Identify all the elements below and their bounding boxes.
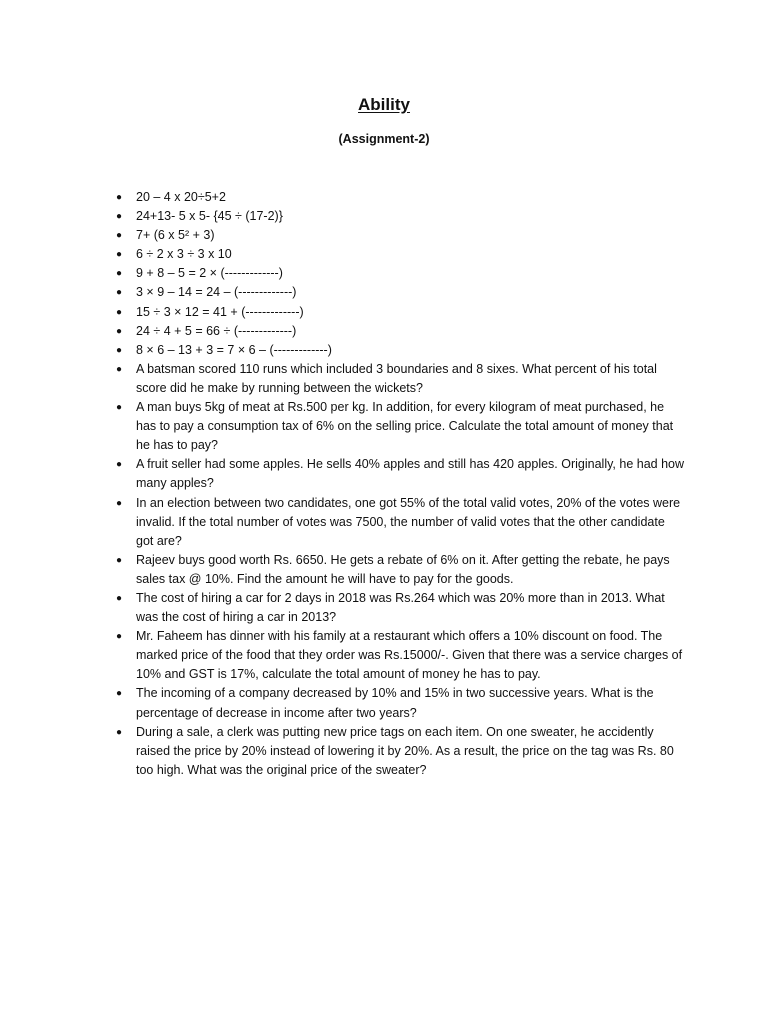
list-item-text: 24 ÷ 4 + 5 = 66 ÷ (-------------)	[136, 323, 297, 338]
list-item	[112, 551, 684, 589]
bullet-icon: ●	[115, 459, 123, 471]
list-item	[112, 264, 684, 283]
bullet-icon: ●	[115, 306, 123, 318]
list-item	[112, 341, 684, 360]
list-item	[112, 589, 684, 627]
bullet-icon: ●	[115, 268, 123, 280]
list-item	[112, 245, 684, 264]
list-item	[112, 627, 684, 684]
bullet-icon: ●	[115, 497, 123, 509]
list-item	[112, 723, 684, 780]
document-subtitle: (Assignment-2)	[338, 132, 430, 146]
bullet-icon: ●	[115, 554, 123, 566]
bullet-icon: ●	[115, 192, 123, 203]
bullet-icon: ●	[115, 402, 123, 414]
list-item-text: Mr. Faheem has dinner with his family at a restaurant which offers a 10% discount on food. The marked price of the food that they order was Rs.15000/-. Given that there was a service charges of 10% and GST is 17%, calculate the total amount of money he has to pay.	[136, 629, 683, 682]
list-item-text: 7+ (6 x 5² + 3)	[136, 228, 215, 243]
bullet-icon: ●	[115, 726, 123, 738]
list-item-text: Rajeev buys good worth Rs. 6650. He gets a rebate of 6% on it. After getting the rebate, he pays sales tax @ 10%. Find the amount he will have to pay for the goods.	[136, 552, 670, 586]
bullet-icon: ●	[115, 211, 123, 223]
list-item	[112, 226, 684, 245]
list-item-text: The cost of hiring a car for 2 days in 2018 was Rs.264 which was 20% more than in 2013. What was the cost of hiring a car in 2013?	[136, 590, 665, 625]
list-item-text: During a sale, a clerk was putting new price tags on each item. On one sweater, he accidently raised the price by 20% instead of lowering it by 20%. As a result, the price on the tag was Rs. 80 too high. What was the original price of the sweater?	[136, 724, 674, 777]
list-item	[112, 188, 684, 207]
list-item-text: A fruit seller had some apples. He sells 40% apples and still has 420 apples. Originally, he had how many apples?	[136, 457, 684, 491]
list-item	[112, 494, 684, 551]
bullet-icon: ●	[115, 592, 123, 604]
list-item-text: 20 – 4 x 20÷5+2	[136, 190, 226, 204]
list-item	[112, 684, 684, 722]
bullet-icon: ●	[115, 249, 123, 261]
bullet-icon: ●	[115, 325, 123, 337]
bullet-icon: ●	[115, 688, 123, 700]
list-item	[112, 455, 684, 493]
list-item-text: 8 × 6 – 13 + 3 = 7 × 6 – (-------------)	[136, 342, 332, 357]
list-item	[112, 360, 684, 398]
list-item-text: 15 ÷ 3 × 12 = 41 + (-------------)	[136, 304, 304, 319]
list-item-text: A batsman scored 110 runs which included 3 boundaries and 8 sixes. What percent of his total score did he make by running between the wickets?	[136, 361, 657, 395]
list-item-text: 24+13- 5 x 5- {45 ÷ (17-2)}	[136, 209, 283, 224]
list-item	[112, 303, 684, 322]
list-item	[112, 283, 684, 302]
list-item-text: A man buys 5kg of meat at Rs.500 per kg. In addition, for every kilogram of meat purchased, he has to pay a consumption tax of 6% on the selling price. Calculate the total amount of money that he has to pay?	[136, 400, 674, 453]
bullet-icon: ●	[115, 230, 123, 242]
question-list	[112, 188, 684, 780]
list-item-text: 3 × 9 – 14 = 24 – (-------------)	[136, 285, 297, 300]
bullet-icon: ●	[115, 631, 123, 643]
bullet-icon: ●	[115, 363, 123, 375]
list-item-text: 9 + 8 – 5 = 2 × (-------------)	[136, 266, 283, 281]
list-item	[112, 398, 684, 455]
bullet-icon: ●	[115, 344, 123, 356]
list-item-text: The incoming of a company decreased by 10% and 15% in two successive years. What is the percentage of decrease in income after two years?	[136, 686, 654, 720]
list-item	[112, 207, 684, 226]
list-item-text: In an election between two candidates, one got 55% of the total valid votes, 20% of the votes were invalid. If the total number of votes was 7500, the number of valid votes that the other candidate got are?	[136, 495, 681, 548]
document-title: Ability	[358, 95, 410, 114]
list-item	[112, 322, 684, 341]
bullet-icon: ●	[115, 287, 123, 299]
list-item-text: 6 ÷ 2 x 3 ÷ 3 x 10	[136, 247, 232, 262]
